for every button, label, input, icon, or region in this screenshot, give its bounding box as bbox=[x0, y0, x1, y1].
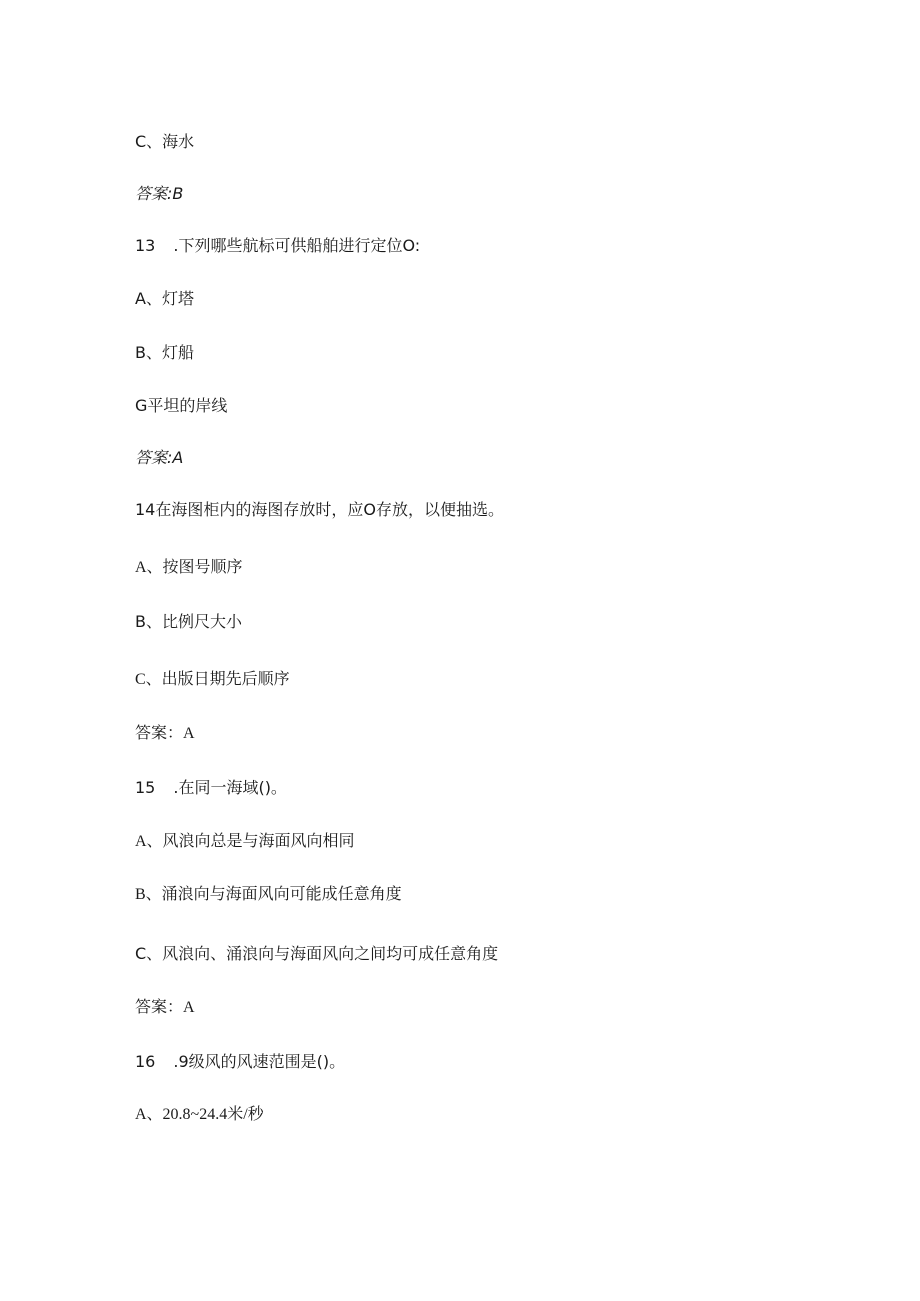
q15-answer: 答案：A bbox=[135, 999, 195, 1016]
q15-option-a: A、风浪向总是与海面风向相同 bbox=[135, 833, 355, 850]
q15-number: 15 bbox=[135, 778, 156, 797]
q15-option-b: B、涌浪向与海面风向可能成任意角度 bbox=[135, 886, 402, 903]
q13-question bbox=[135, 236, 420, 256]
q14-option-b: B、比例尺大小 bbox=[135, 612, 242, 631]
q15-question bbox=[135, 778, 287, 798]
q12-answer: 答案:B bbox=[135, 184, 184, 203]
q14-option-a: A、按图号顺序 bbox=[135, 559, 243, 576]
q14-answer: 答案：A bbox=[135, 725, 195, 742]
q13-text: .下列哪些航标可供船舶进行定位O: bbox=[173, 236, 421, 255]
q14-option-c: C、出版日期先后顺序 bbox=[135, 671, 290, 688]
q13-option-a: A、灯塔 bbox=[135, 289, 194, 308]
q13-option-c: G平坦的岸线 bbox=[135, 396, 228, 415]
q16-option-a: A、20.8~24.4米/秒 bbox=[135, 1106, 264, 1123]
q16-question bbox=[135, 1052, 345, 1072]
q12-option-c: C、海水 bbox=[135, 132, 195, 151]
q13-answer: 答案:A bbox=[135, 448, 184, 467]
q16-number: 16 bbox=[135, 1052, 156, 1071]
q14-question: 14在海图柜内的海图存放时，应O存放，以便抽选。 bbox=[135, 500, 504, 519]
q13-number: 13 bbox=[135, 236, 156, 255]
q15-option-c: C、风浪向、涌浪向与海面风向之间均可成任意角度 bbox=[135, 944, 499, 963]
q16-text: .9级风的风速范围是()。 bbox=[173, 1052, 346, 1071]
q13-option-b: B、灯船 bbox=[135, 343, 194, 362]
q15-text: .在同一海域()。 bbox=[173, 778, 287, 797]
